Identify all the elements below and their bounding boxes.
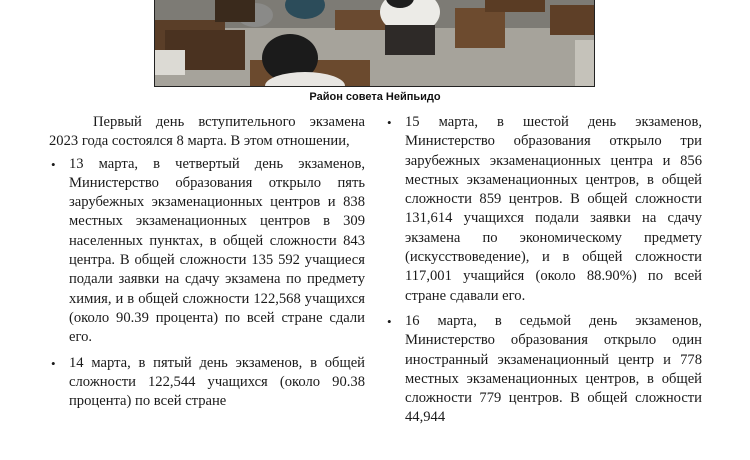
list-item-text: 14 марта, в пятый день экзаменов, в общей сложности 122,544 учащихся (около 90.38 процента) по всей стране: [69, 354, 365, 410]
left-column: [49, 113, 365, 417]
left-bullet-list: [49, 155, 365, 412]
list-item: [49, 155, 365, 348]
list-item: [385, 312, 702, 428]
list-item: [49, 354, 365, 412]
bullet-icon: •: [51, 355, 56, 371]
list-item-text: 15 марта, в шестой день экзаменов, Министерство образования открыло три зарубежных экзаменационных центра и 856 местных экзаменационных центров, в общей сложности 859 центров. В общей сложности 131,614 учащихся подали заявки на сдачу экзамена по экономическому предмету (искусствоведение), и в общей сложности 117,001 учащийся (около 88.90%) по всей стране сдавали его.: [405, 114, 702, 304]
list-item-text: 13 марта, в четвертый день экзаменов, Министерство образования открыло пять зарубежных экзаменационных центров и 838 местных экзаменационных центров в 309 населенных пунктах, в общей сложности 843 центра. В общей сложности 135 592 учащиеся подали заявки на сдачу экзамена по предмету химия, и в общей сложности 122,568 учащихся (около 90.39 процента) по всей стране сдали его.: [69, 155, 365, 346]
exam-hall-photo: [154, 0, 595, 87]
bullet-icon: •: [51, 156, 56, 172]
right-column: [385, 113, 702, 434]
bullet-icon: •: [387, 313, 392, 329]
bullet-icon: •: [387, 115, 392, 130]
figure-caption: Район совета Нейпьидо: [309, 91, 441, 103]
list-item-text: 16 марта, в седьмой день экзаменов, Министерство образования открыло один иностранный экзаменационный центр и 778 местных экзаменационных центров, в общей сложности 779 центров. В общей сложности 44,944: [405, 312, 702, 426]
right-bullet-list: [385, 113, 702, 428]
list-item: [385, 113, 702, 306]
exam-hall-illustration: [155, 0, 595, 87]
intro-paragraph: Первый день вступительного экзамена 2023 года состоялся 8 марта. В этом отношении,: [49, 114, 365, 150]
